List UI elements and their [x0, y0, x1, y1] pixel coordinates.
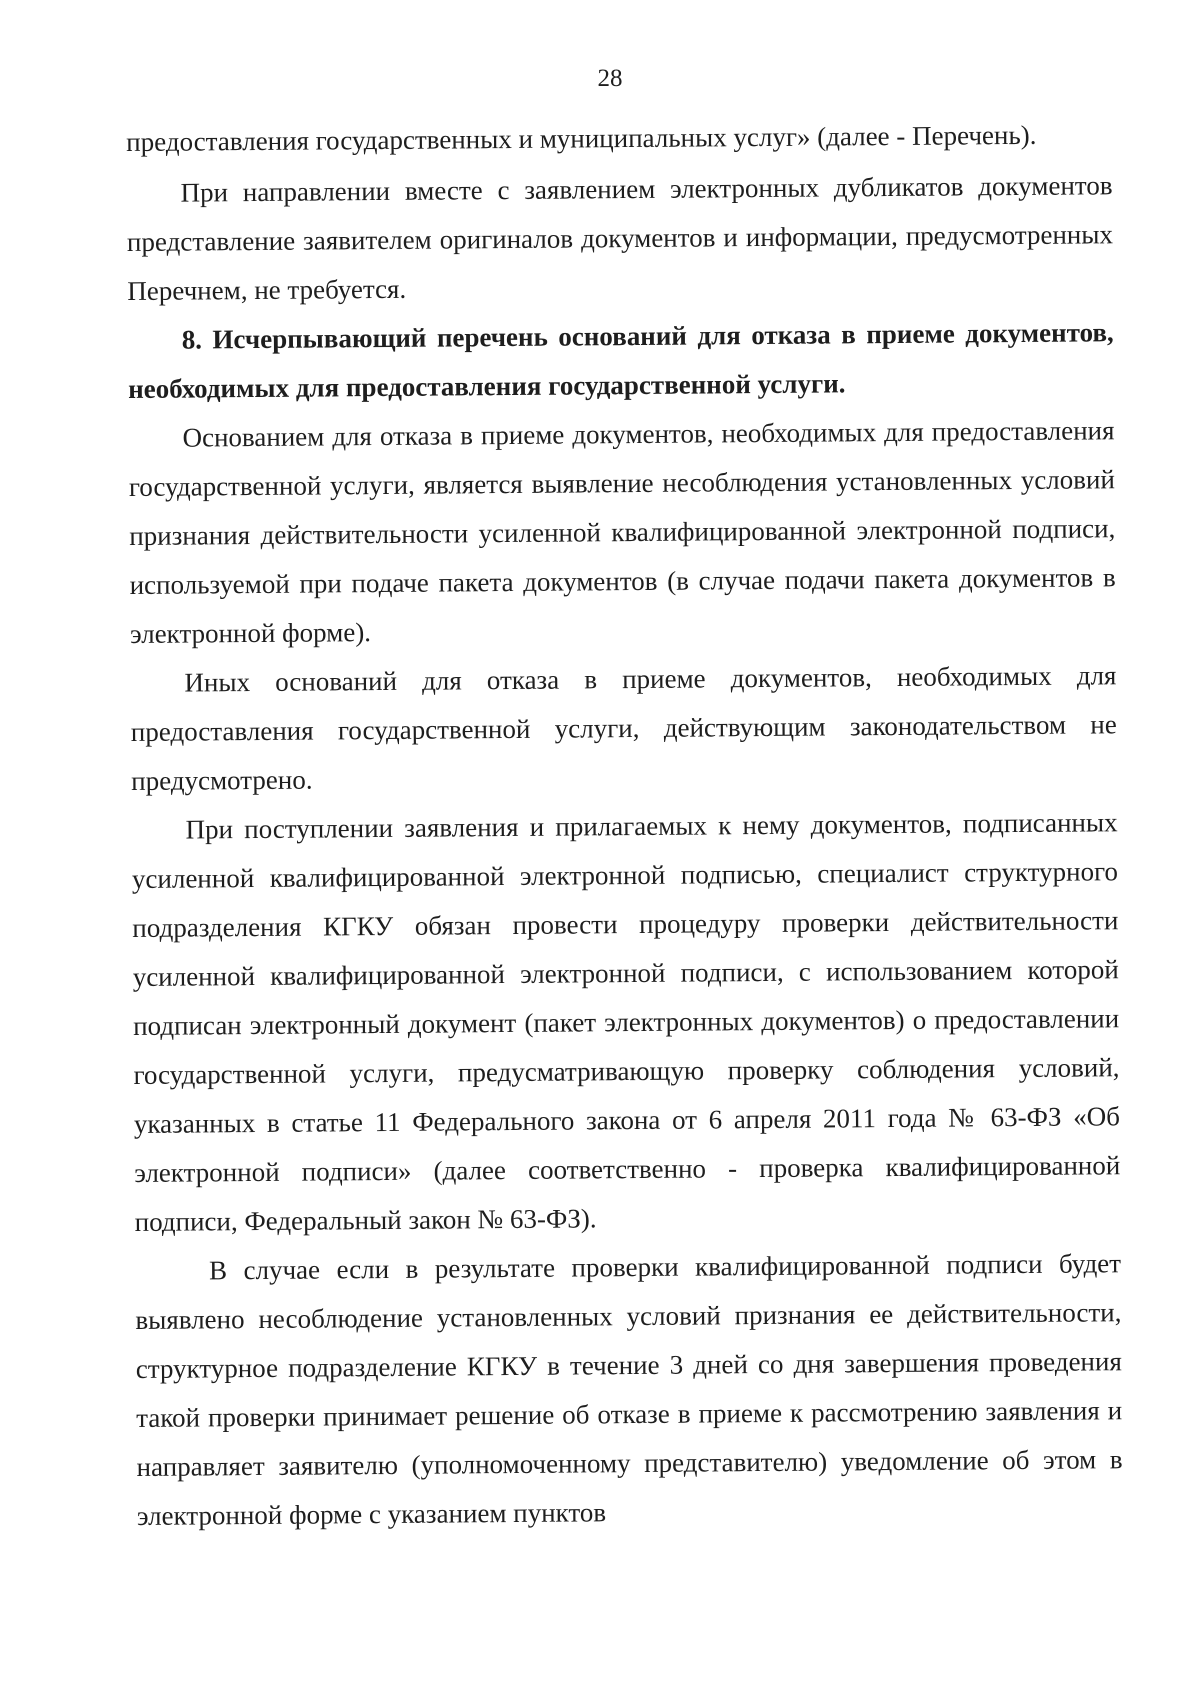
section-heading-refusal-grounds: 8. Исчерпывающий перечень оснований для отказа в приеме документов, необходимых для предоставления государственной услуги. — [128, 317, 1114, 404]
paragraph-list-continuation: предоставления государственных и муниципальных услуг» (далее - Перечень). — [126, 119, 1037, 157]
document-body — [126, 110, 1123, 1541]
paragraph-verification-failure: В случае если в результате проверки квалифицированной подписи будет выявлено несоблюдение установленных условий признания ее действительности, структурное подразделение КГКУ в течение 3 дней со дня завершения проведения такой проверки принимает решение об отказе в приеме к рассмотрению заявления и направляет заявителю (уполномоченному представителю) уведомление об этом в электронной форме с указанием пунктов — [135, 1248, 1123, 1531]
paragraph-refusal-basis: Основанием для отказа в приеме документов, необходимых для предоставления государственной услуги, является выявление несоблюдения установленных условий признания действительности усиленной квалифицированной электронной подписи, используемой при подаче пакета документов (в случае подачи пакета документов в электронной форме). — [128, 415, 1116, 649]
paragraph-signature-verification: При поступлении заявления и прилагаемых к нему документов, подписанных усиленной квалифицированной электронной подписью, специалист структурного подразделения КГКУ обязан провести процедуру проверки действительности усиленной квалифицированной электронной подписи, с использованием которой подписан электронный документ (пакет электронных документов) о предоставлении государственной услуги, предусматривающую проверку соблюдения условий, указанных в статье 11 Федерального закона от 6 апреля 2011 года № 63-ФЗ «Об электронной подписи» (далее соответственно - проверка квалифицированной подписи, Федеральный закон № 63-ФЗ). — [131, 807, 1121, 1237]
paragraph-no-other-grounds: Иных оснований для отказа в приеме документов, необходимых для предоставления государственной услуги, действующим законодательством не предусмотрено. — [130, 660, 1117, 796]
paragraph-originals-not-required: При направлении вместе с заявлением электронных дубликатов документов представление заявителем оригиналов документов и информации, предусмотренных Перечнем, не требуется. — [126, 170, 1114, 306]
page-number: 28 — [597, 65, 623, 92]
